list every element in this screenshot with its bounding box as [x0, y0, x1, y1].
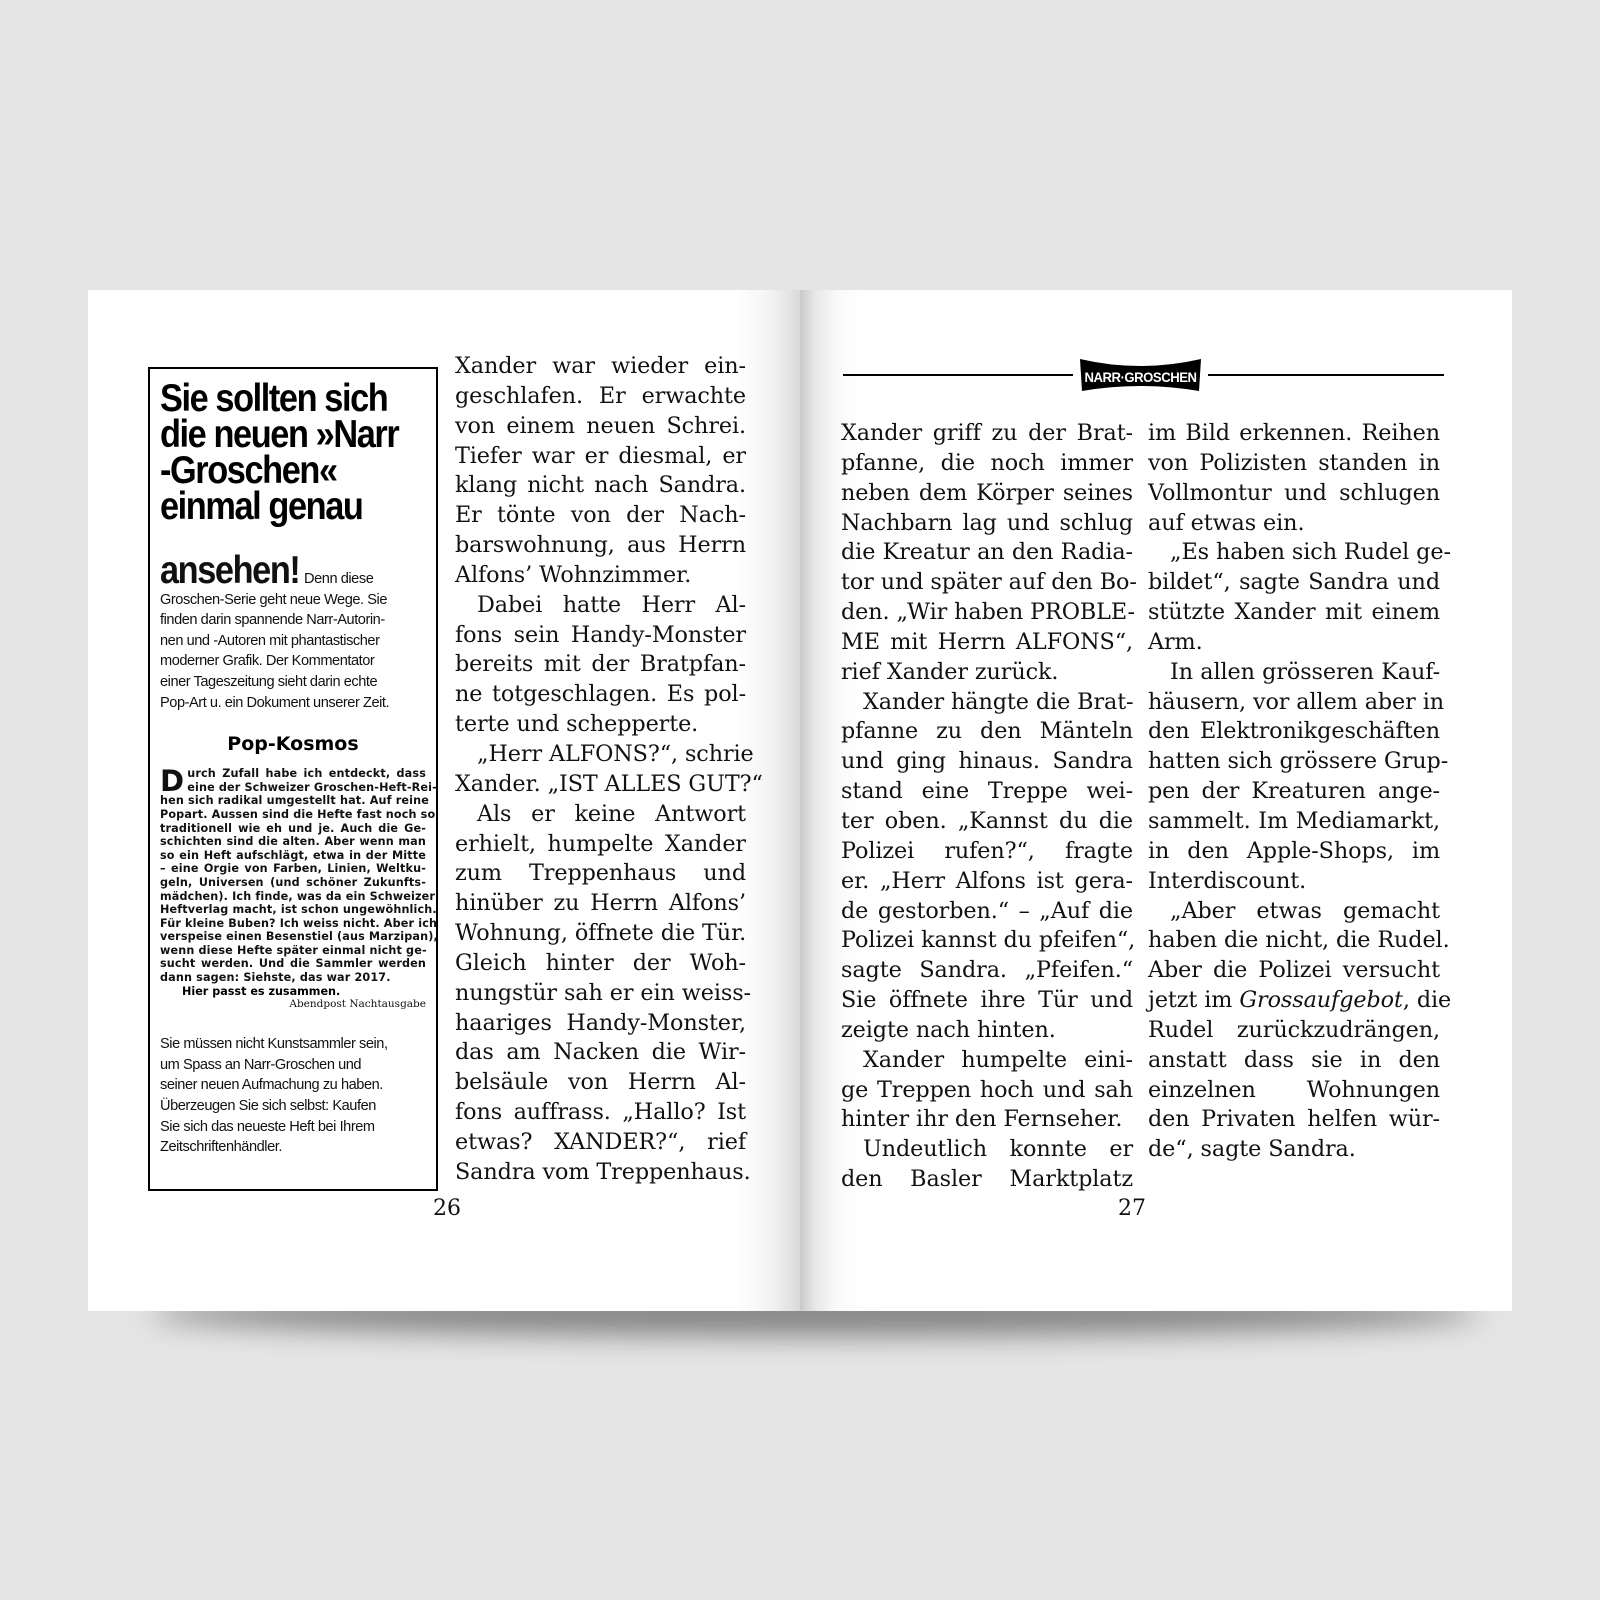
- ad-intro-line: Pop-Art u. ein Dokument unserer Zeit.: [160, 694, 390, 711]
- ad-headline-line: Sie sollten sich: [160, 377, 388, 420]
- ad-quote-line: eine der Schweizer Groschen-Heft-Rei-: [187, 780, 437, 794]
- ad-outro-line: um Spass an Narr-Groschen und: [160, 1056, 362, 1073]
- advertisement-box: [148, 367, 438, 1191]
- body-text-line: tor und später auf den Bo-: [841, 569, 1137, 596]
- ad-intro-lines: [160, 592, 389, 711]
- right-page-text-column-2: [1148, 419, 1452, 1165]
- body-text-line: in den Apple-Shops, im: [1148, 837, 1440, 864]
- body-text-line: belsäule von Herrn Al-: [455, 1069, 746, 1096]
- body-text-line: „Aber etwas gemacht: [1170, 897, 1440, 924]
- body-text-line: geschlafen. Er erwachte: [455, 382, 746, 409]
- ad-quote-line: dann sagen: Siehste, das war 2017.: [160, 971, 391, 985]
- ad-intro-line: nen und -Autoren mit phantastischer: [160, 632, 380, 649]
- ad-intro-line: einer Tageszeitung sieht darin echte: [160, 673, 378, 690]
- narr-groschen-logo: [1078, 355, 1203, 395]
- body-text-line: bereits mit der Bratpfan-: [455, 651, 746, 678]
- body-text-line: den. „Wir haben PROBLE-: [841, 599, 1135, 626]
- body-text-line: hinter ihr den Fernseher.: [841, 1106, 1123, 1133]
- ad-quote-line: hen sich radikal umgestellt hat. Auf reine: [160, 794, 429, 808]
- ad-quote-line: – eine Orgie von Farben, Linien, Weltku-: [160, 862, 426, 876]
- body-text-line: Er tönte von der Nach-: [455, 502, 746, 529]
- body-text-line: Vollmontur und schlugen: [1148, 479, 1440, 506]
- body-text-line: anstatt dass sie in den: [1148, 1046, 1440, 1073]
- ad-quote-line: geln, Universen (und schöner Zukunfts-: [160, 875, 426, 889]
- body-text-line: ge Treppen hoch und sah: [841, 1076, 1133, 1103]
- body-text-line: haariges Handy-Monster,: [455, 1009, 746, 1036]
- ad-headline-lines: [160, 377, 433, 528]
- body-text-line: bildet“, sagte Sandra und: [1148, 569, 1440, 596]
- body-text-line: Dabei hatte Herr Al-: [477, 591, 746, 618]
- body-text-line: Wohnung, öffnete die Tür.: [455, 920, 747, 947]
- body-text-line: Alfons’ Wohnzimmer.: [455, 561, 692, 588]
- body-text-line: Xander griff zu der Brat-: [841, 420, 1133, 446]
- body-text-line: ne totgeschlagen. Es pol-: [455, 681, 746, 708]
- ad-quote-dropcap: D: [160, 764, 185, 799]
- body-text-line: Polizei rufen?“, fragte: [841, 837, 1133, 864]
- body-text-line: Xander war wieder ein-: [455, 353, 746, 379]
- ad-headline-line: die neuen »Narr: [160, 413, 399, 456]
- ad-headline-line: -Groschen«: [160, 449, 337, 492]
- ad-outro: [160, 1034, 426, 1158]
- ad-intro-line: finden darin spannende Narr-Autorin-: [160, 612, 385, 629]
- body-text-line: Sie öffnete ihre Tür und: [841, 987, 1133, 1014]
- header-rule-right: [1208, 374, 1444, 376]
- body-text-line: pfanne zu den Mänteln: [841, 718, 1133, 745]
- ad-intro-line: Groschen-Serie geht neue Wege. Sie: [160, 591, 387, 608]
- ad-outro-line: Sie sich das neueste Heft bei Ihrem: [160, 1118, 375, 1135]
- ad-headline: [160, 377, 426, 556]
- body-text-line: im Bild erkennen. Reihen: [1148, 420, 1440, 446]
- ad-headline-last-word: ansehen!: [160, 549, 300, 592]
- body-text-line: Sandra vom Treppenhaus.: [455, 1158, 751, 1185]
- body-text-line: einzelnen Wohnungen: [1148, 1076, 1440, 1103]
- ad-quote-line: Für kleine Buben? Ich weiss nicht. Aber ich: [160, 916, 438, 930]
- body-text-line: ter oben. „Kannst du die: [841, 807, 1133, 834]
- page-number-right: 27: [1118, 1196, 1146, 1221]
- body-text-line: den Privaten helfen wür-: [1148, 1106, 1440, 1133]
- ad-quote: [160, 764, 438, 985]
- body-text-line: hinüber zu Herrn Alfons’: [455, 890, 746, 917]
- header-rule-left: [843, 374, 1073, 376]
- ad-quote-line: so ein Heft aufschlägt, etwa in der Mitte: [160, 848, 426, 862]
- body-text-line: häusern, vor allem aber in: [1148, 688, 1444, 715]
- body-text-line: Rudel zurückzudrängen,: [1148, 1016, 1440, 1043]
- body-text-line: pen der Kreaturen ange-: [1148, 778, 1440, 805]
- body-text-line: von einem neuen Schrei.: [455, 412, 746, 439]
- ad-quote-line: Popart. Aussen sind die Hefte fast noch so: [160, 807, 436, 821]
- ad-quote-line: sucht werden. Und die Sammler werden: [160, 957, 426, 971]
- page-number-left: 26: [433, 1196, 461, 1221]
- left-page-text-column: [455, 352, 763, 1188]
- body-text-line: Interdiscount.: [1148, 867, 1307, 894]
- ad-outro-line: Sie müssen nicht Kunstsammler sein,: [160, 1036, 388, 1053]
- body-text-line: Gleich hinter der Woh-: [455, 949, 746, 976]
- body-text-line: stützte Xander mit einem: [1148, 599, 1440, 626]
- body-text-line: ME mit Herrn ALFONS“,: [841, 628, 1133, 655]
- body-text-line: von Polizisten standen in: [1148, 449, 1440, 476]
- body-text-line: de gestorben.“ – „Auf die: [841, 897, 1133, 924]
- ad-intro-first-words: Denn diese: [304, 571, 374, 587]
- body-text-line: rief Xander zurück.: [841, 658, 1059, 685]
- body-text-line: stand eine Treppe wei-: [841, 778, 1133, 805]
- body-text-line: pfanne, die noch immer: [841, 449, 1133, 476]
- ad-quote-line: mädchen). Ich finde, was da ein Schweizer: [160, 889, 436, 903]
- ad-intro-line: moderner Grafik. Der Kommentator: [160, 653, 375, 670]
- ad-quote-line: wenn diese Hefte später einmal nicht ge-: [160, 943, 427, 957]
- logo-text: NARR·GROSCHEN: [1084, 369, 1197, 385]
- body-text-line: jetzt im Grossaufgebot, die: [1148, 987, 1452, 1014]
- body-text-line: haben die nicht, die Rudel.: [1148, 927, 1450, 954]
- body-text-line: Aber die Polizei versucht: [1148, 957, 1440, 984]
- ad-outro-line: seiner neuen Aufmachung zu haben.: [160, 1077, 383, 1094]
- body-text-line: Als er keine Antwort: [477, 800, 746, 827]
- body-text-line: den Elektronikgeschäften: [1148, 718, 1440, 745]
- body-text-line: und ging hinaus. Sandra: [841, 748, 1133, 775]
- body-text-line: „Es haben sich Rudel ge-: [1170, 539, 1451, 566]
- body-text-line: Xander. „IST ALLES GUT?“: [455, 770, 763, 797]
- body-text-line: etwas? XANDER?“, rief: [455, 1128, 746, 1155]
- ad-subhead: Pop-Kosmos: [227, 733, 359, 756]
- ad-quote-line: verspeise einen Besenstiel (aus Marzipan),: [160, 930, 438, 944]
- body-text-line: hatten sich grössere Grup-: [1148, 748, 1449, 775]
- body-text-line: zum Treppenhaus und: [455, 860, 746, 887]
- body-text-line: Arm.: [1148, 628, 1203, 655]
- ad-intro: [160, 549, 426, 713]
- ad-headline-line: einmal genau: [160, 485, 363, 528]
- ad-quote-line: urch Zufall habe ich entdeckt, dass: [187, 767, 426, 781]
- body-text-line: fons auffrass. „Hallo? Ist: [455, 1099, 746, 1126]
- italic-emphasis: Grossaufgebot: [1239, 987, 1403, 1014]
- body-text-line: Tiefer war er diesmal, er: [455, 442, 746, 469]
- body-text-line: klang nicht nach Sandra.: [455, 472, 746, 499]
- left-page: [88, 290, 800, 1311]
- body-text-line: die Kreatur an den Radia-: [841, 539, 1133, 566]
- body-text-line: Xander humpelte eini-: [863, 1046, 1133, 1073]
- body-text-line: nungstür sah er ein weiss-: [455, 979, 751, 1006]
- body-text-line: den Basler Marktplatz: [841, 1166, 1133, 1193]
- ad-quote-line: traditionell wie eh und je. Auch die Ge-: [160, 821, 426, 835]
- body-text-line: auf etwas ein.: [1148, 509, 1305, 536]
- body-text-line: sagte Sandra. „Pfeifen.“: [841, 957, 1133, 984]
- body-text-line: terte und schepperte.: [455, 711, 699, 738]
- body-text-line: das am Nacken die Wir-: [455, 1039, 746, 1066]
- ad-quote-end: Hier passt es zusammen.: [182, 984, 341, 998]
- body-text-line: erhielt, humpelte Xander: [455, 830, 746, 857]
- body-text-line: fons sein Handy-Monster: [455, 621, 746, 648]
- body-text-line: er. „Herr Alfons ist gera-: [841, 867, 1133, 894]
- ad-outro-line: Zeitschriftenhändler.: [160, 1139, 282, 1156]
- ad-quote-line: schichten sind die alten. Aber wenn man: [160, 835, 426, 849]
- right-page: [800, 290, 1512, 1311]
- body-text-line: Xander hängte die Brat-: [863, 688, 1134, 715]
- body-text-line: barswohnung, aus Herrn: [455, 532, 746, 559]
- body-text-line: sammelt. Im Mediamarkt,: [1148, 807, 1440, 834]
- body-text-line: neben dem Körper seines: [841, 479, 1133, 506]
- ad-outro-line: Überzeugen Sie sich selbst: Kaufen: [160, 1098, 376, 1115]
- ad-quote-source: Abendpost Nachtausgabe: [289, 998, 426, 1011]
- body-text-line: Nachbarn lag und schlug: [841, 509, 1133, 536]
- body-text-line: Polizei kannst du pfeifen“,: [841, 927, 1136, 954]
- body-text-line: zeigte nach hinten.: [841, 1016, 1056, 1043]
- body-text-line: Undeutlich konnte er: [863, 1136, 1133, 1163]
- body-text-line: In allen grösseren Kauf-: [1170, 658, 1440, 685]
- ad-quote-line: Heftverlag macht, ist schon ungewöhnlich.: [160, 903, 437, 917]
- ad-quote-lines: [160, 764, 438, 985]
- body-text-line: de“, sagte Sandra.: [1148, 1136, 1356, 1163]
- body-text-line: „Herr ALFONS?“, schrie: [477, 740, 754, 767]
- right-page-text-column-1: [841, 419, 1137, 1195]
